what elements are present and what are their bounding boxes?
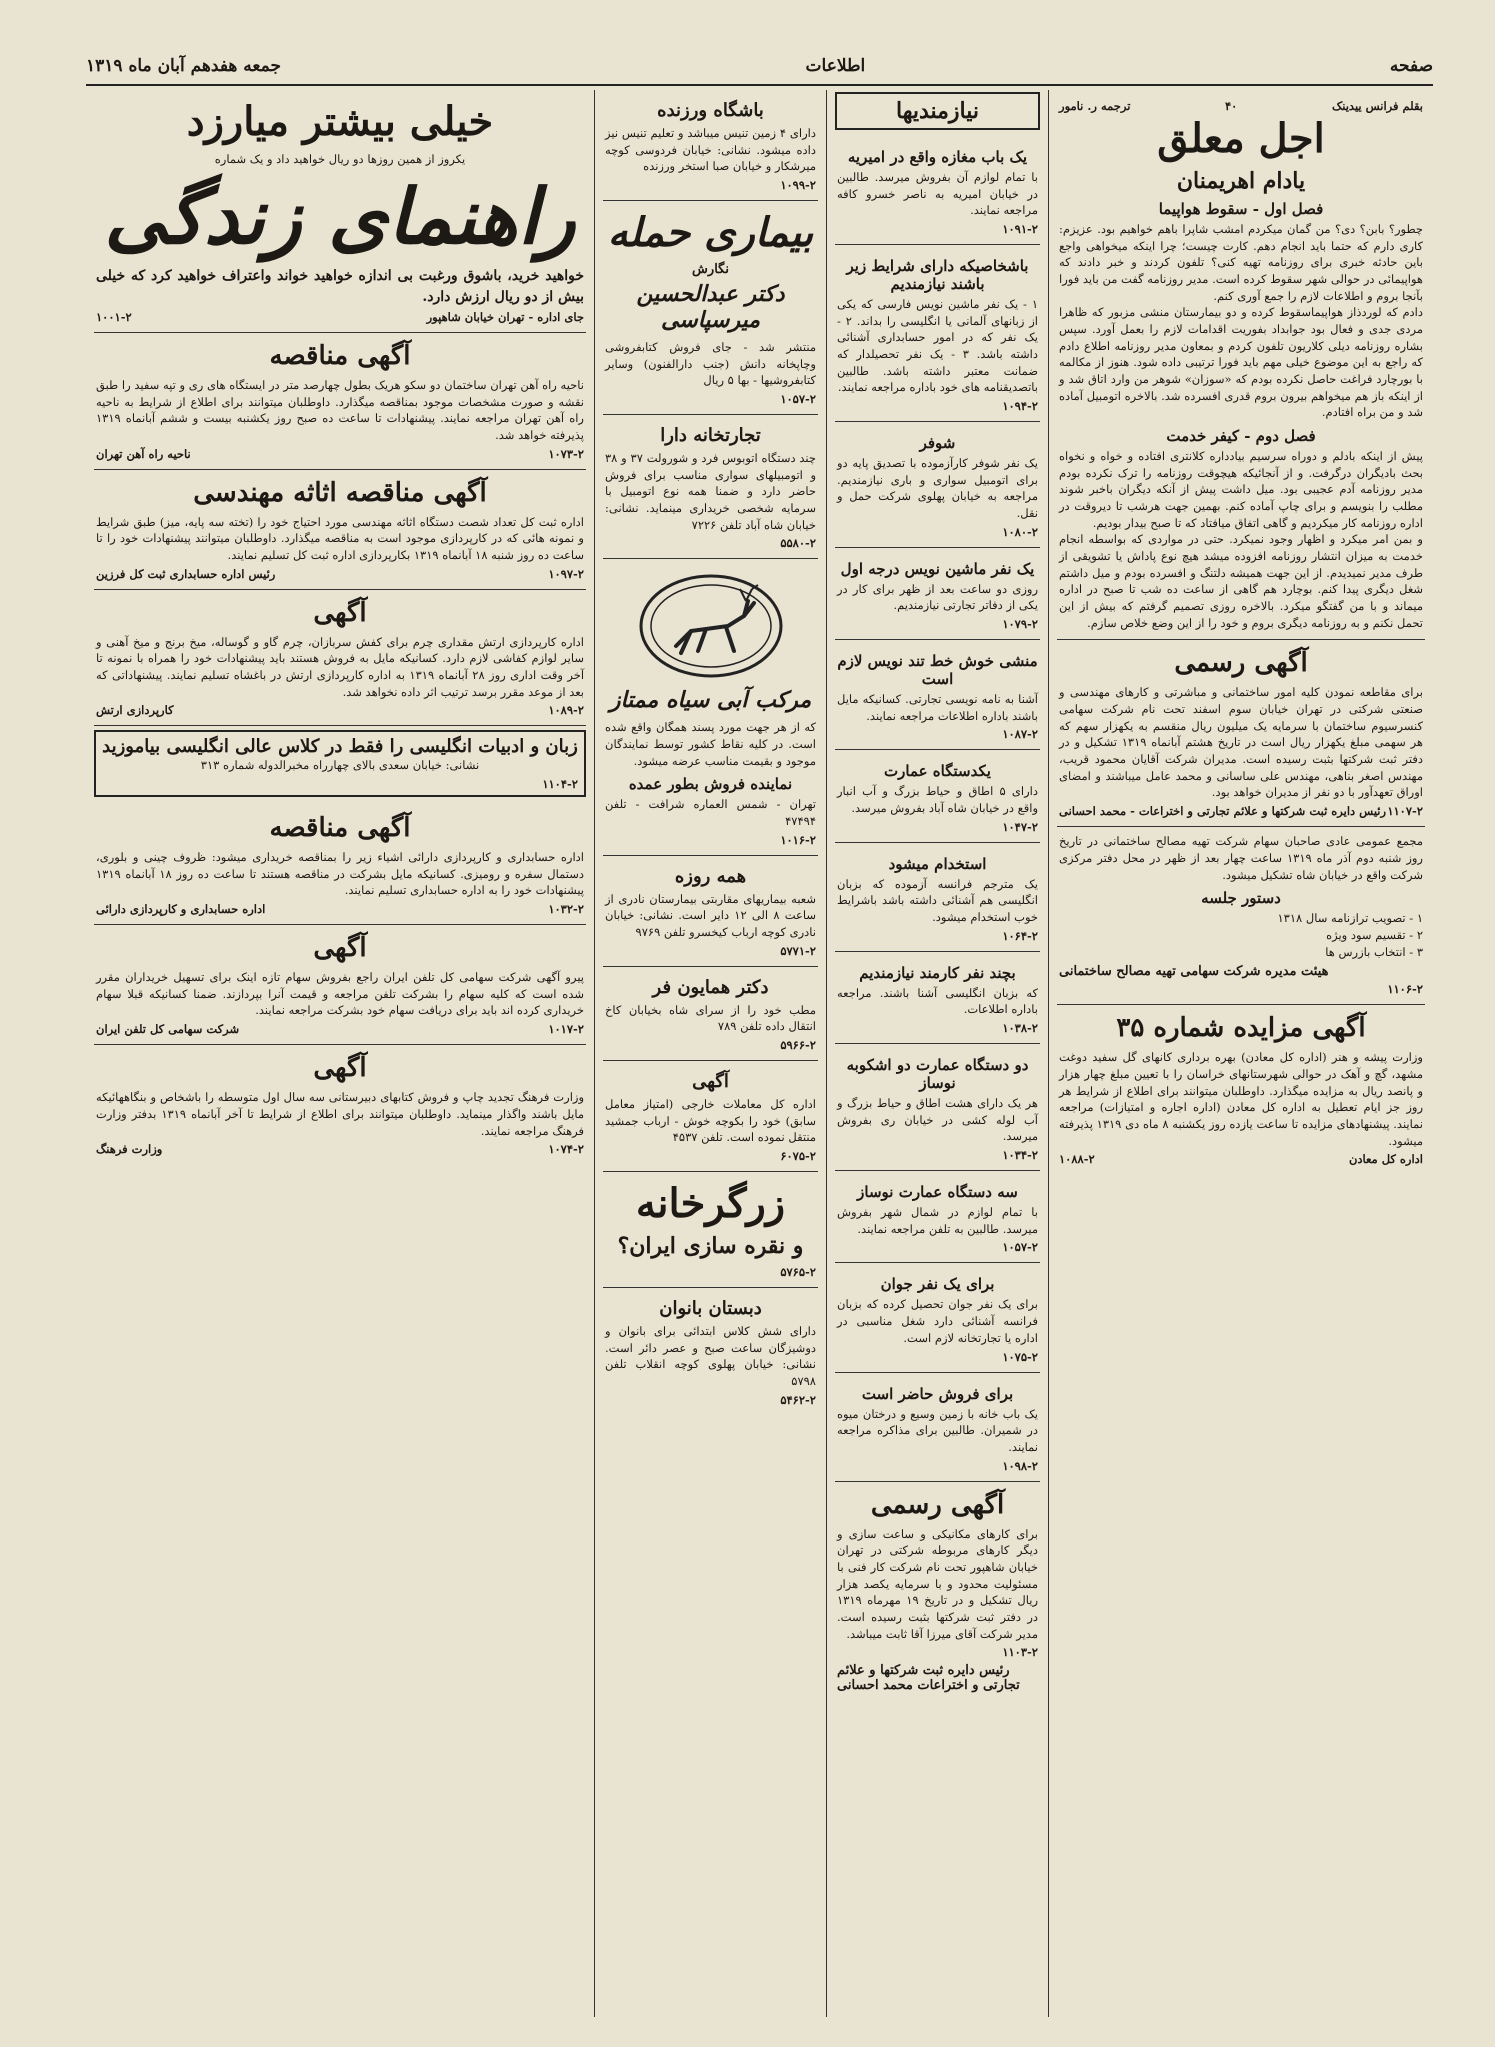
classified-code: ۱۰۵۷-۲ xyxy=(1002,1240,1038,1255)
doctor-body: مطب خود را از سرای شاه بخیابان کاخ انتقال داده تلفن ۷۸۹ xyxy=(605,1002,816,1034)
classified-body: ۱ - یک نفر ماشین نویس فارسی که یکی از زبانهای آلمانی یا انگلیسی را بداند. ۲ - یک نفر که در امور حسابداری آشنائی داشته باشد. ۳ - یک نفر تحصیلدار که ضمانت معتبر داشته باشد. طالبین باتصدیقنامه های خود باداره مراجعه نمایند. xyxy=(837,297,1038,395)
book-by: نگارش xyxy=(692,262,729,278)
notice-body: برای کارهای مکانیکی و ساعت سازی و دیگر کارهای مربوطه شرکتی در تهران خیابان شاهپور تحت نام شرکت کار فنی با مسئولیت محدود و با سرمایه یکصد هزار ریال تشکیل و در تاریخ ۱۹ مهرماه ۱۳۱۹ در دفتر ثبت شرکتها بثبت رسیده است. مدیر شرکت آقای میرزا آقا ثابت میباشد. xyxy=(837,1526,1038,1641)
tender-body: اداره حسابداری و کارپردازی دارائی اشیاء زیر را بمناقصه خریداری میشود: ظروف چینی و بلوری، دستمال سفره و رومیزی. کسانیکه مایل بشرکت در مناقصه هستند تا ساعت ده روز ۱۸ آبانماه ۱۳۱۹ پیشنهادات خود را به اداره حسابداری تسلیم نمایند. xyxy=(96,850,585,898)
auction-title: آگهی مزایده شماره ۳۵ xyxy=(1116,1013,1366,1044)
ink-caption: مرکب آبی سیاه ممتاز xyxy=(609,687,812,714)
official-notice-2 xyxy=(835,1482,1040,1702)
classified-body: آشنا به نامه نویسی تجارتی. کسانیکه مایل باشند باداره اطلاعات مراجعه نمایند. xyxy=(837,692,1038,723)
ink-code: ۱۰۱۶-۲ xyxy=(780,832,816,847)
ink-ad xyxy=(603,559,818,855)
classified-ad xyxy=(835,952,1040,1044)
serial-byline xyxy=(1059,99,1423,113)
tender-footer xyxy=(96,902,584,916)
tender-equipment xyxy=(94,470,586,590)
chapter-two-heading: فصل دوم - کیفر خدمت xyxy=(1166,427,1316,446)
classified-ad xyxy=(835,548,1040,640)
ink-agent-body: تهران - شمس العماره شرافت - تلفن ۴۷۴۹۴ xyxy=(605,797,816,829)
classified-code: ۱۰۸۰-۲ xyxy=(1002,524,1038,539)
classified-body: که بزبان انگلیسی آشنا باشند. مراجعه باداره اطلاعات. xyxy=(837,985,1038,1017)
agenda-title: دستور جلسه xyxy=(1201,889,1281,908)
agenda-item: ۱ - تصویب ترازنامه سال ۱۳۱۸ xyxy=(1277,911,1423,926)
culture-ad xyxy=(94,1045,586,1164)
doctor-code: ۵۹۶۶-۲ xyxy=(780,1038,816,1053)
culture-signature: وزارت فرهنگ xyxy=(96,1142,163,1157)
dara-body: چند دستگاه اتوبوس فرد و شورولت ۳۷ و ۳۸ و اتومبیلهای سواری مناسب برای فروش حاضر دارد و ضمنا همه نوع اتومبیل با سرمایه شخصی خریداری مینماید. نشانی: خیابان شاه آباد تلفن ۷۲۲۶ xyxy=(605,451,817,532)
column-tenders xyxy=(86,90,594,2017)
tender-title: آگهی مناقصه xyxy=(269,341,411,372)
classified-code: ۱۰۶۴-۲ xyxy=(1002,928,1038,943)
tender-finance xyxy=(94,805,586,925)
classified-ad xyxy=(835,1263,1040,1372)
magazine-desc: خواهید خرید، باشوق ورغبت بی اندازه خواهید خواند واعتراف خواهید کرد که خیلی بیش از دو ریال ارزش دارد. xyxy=(96,268,584,305)
hospital-code: ۵۷۷۱-۲ xyxy=(780,943,816,958)
meeting-body: مجمع عمومی عادی صاحبان سهام شرکت تهیه مصالح ساختمانی در تاریخ روز شنبه دوم آذر ماه ۱۳۱۹ ساعت چهار بعد از ظهر در محل دفتر مرکزی شرکت واقع در خیابان شاه تشکیل میشود. xyxy=(1059,834,1423,882)
dara-title: تجارتخانه دارا xyxy=(660,425,761,447)
classified-title: شوفر xyxy=(919,434,956,453)
ink-agent-title: نماینده فروش بطور عمده xyxy=(628,775,793,794)
notice-signature: رئیس دایره ثبت شرکتها و علائم تجارتی و اختراعات - محمد احسانی xyxy=(1059,804,1387,819)
auction-signature: اداره کل معادن xyxy=(1348,1152,1423,1167)
tender-footer xyxy=(96,567,584,581)
army-code: ۱۰۸۹-۲ xyxy=(548,703,584,718)
hospital-title: همه روزه xyxy=(674,865,747,887)
tender-body: اداره ثبت کل تعداد شصت دستگاه اثاثه مهندسی مورد احتیاج خود را (تخته سه پایه، میز) طبق شرایط و نمونه هائی که در کارپردازی موجود است به مناقصه میگذارد. داوطلبان میتوانند پیشنهادات خود را تا ساعت ده روز شنبه ۱۸ آبانماه ۱۳۱۹ بکارپردازی اداره ثبت کل تسلیم نمایند. xyxy=(96,514,584,563)
column-ads xyxy=(594,90,826,2017)
classified-ad xyxy=(835,1171,1040,1263)
classified-code: ۱۰۹۱-۲ xyxy=(1002,222,1038,237)
serial-title: اجل معلق xyxy=(1157,115,1325,162)
book-code: ۱۰۵۷-۲ xyxy=(780,392,816,407)
classified-title: سه دستگاه عمارت نوساز xyxy=(857,1183,1018,1202)
classified-body: روزی دو ساعت بعد از ظهر برای کار در یکی از دفاتر تجارتی نیازمندیم. xyxy=(837,581,1038,613)
classified-ad xyxy=(835,843,1040,952)
dara-code: ۵۵۸۰-۲ xyxy=(780,536,816,551)
serial-subtitle: یادام اهریمنان xyxy=(1176,168,1306,194)
translator: ترجمه ر. نامور xyxy=(1059,99,1131,113)
school-body: دارای شش کلاس ابتدائی برای بانوان و دوشیزگان ساعت صبح و عصر دائر است. نشانی: خیابان پهلوی کوچه انقلاب تلفن ۵۷۹۸ xyxy=(605,1324,816,1389)
army-signature: کارپردازی ارتش xyxy=(96,703,174,718)
gold-title: زرگرخانه xyxy=(635,1180,786,1228)
culture-footer xyxy=(96,1142,584,1156)
phone-ad xyxy=(94,925,586,1045)
classified-code: ۱۰۷۹-۲ xyxy=(1002,617,1038,632)
tender-title: آگهی مناقصه اثاثه مهندسی xyxy=(193,477,487,508)
notice-body: برای مقاطعه نمودن کلیه امور ساختمانی و مباشرتی و کارهای مهندسی و صنعتی شرکتی در تهران خیابان سوم اسفند تحت نام شرکت سهامی کنسرسیوم ساختمان با سرمایه یک میلیون ریال منقسم به یکهزار سهم که هر سهمی مبلغ یکهزار ریال است در تاریخ هشتم آبانماه ۱۳۱۹ تشکیل و در دفتر ثبت شرکتها بثبت رسیده است. مدیران شرکت آقایان محمود قریب، مهندس اصغر بناهی، مهندس علی ساسانی و محمد عامل میباشند و امضای اوراق تعهدآور با دو نفر از مدیران خواهد بود. xyxy=(1059,685,1423,800)
auction-code: ۱۰۸۸-۲ xyxy=(1059,1152,1095,1167)
army-footer xyxy=(96,703,584,717)
classified-ad xyxy=(835,422,1040,548)
phone-title: آگهی xyxy=(313,933,367,964)
classified-body: یک مترجم فرانسه آزموده که بزبان انگلیسی هم آشنائی داشته باشد باشرایط خوب استخدام میشود. xyxy=(837,876,1038,925)
notice-ad-body: اداره کل معاملات خارجی (امتیاز معامل سابق) خود را بکوچه خوش - ارباب جمشید منتقل نموده است. تلفن ۴۵۳۷ xyxy=(605,1097,816,1145)
tender-footer xyxy=(96,447,584,461)
serial-story xyxy=(1057,90,1425,640)
notice-footer xyxy=(1059,804,1423,818)
tender-body: ناحیه راه آهن تهران ساختمان دو سکو هریک بطول چهارصد متر در ایستگاه های ری و تپه سفید را طبق نقشه و صورت مشخصات موجود بمناقصه میگذارد. داوطلبان میتوانند برای اطلاع از شرایط به ناحیه راه آهن تهران مراجعه نمایند. پیشنهادات تا ساعت ده صبح روز یکشنبه بیست و ششم آبانماه ۱۳۱۹ پذیرفته خواهد شد. xyxy=(96,378,584,443)
gold-subtitle: و نقره سازی ایران؟ xyxy=(617,1233,804,1260)
doctor-ad xyxy=(603,967,818,1061)
phone-body: پیرو آگهی شرکت سهامی کل تلفن ایران راجع بفروش سهام تازه اینک برای تسهیل خریداران مقرر شده است که کلیه سهام را بشرکت تلفن مراجعه و قیمت آنرا بپردازند. ضمنا کسانیکه قبلا سهام خریداری کرده اند باید برای دریافت سهام خود بشرکت مراجعه نمایند. xyxy=(96,970,584,1018)
auction-footer xyxy=(1059,1152,1423,1166)
classified-body: یک باب خانه با زمین وسیع و درختان میوه در شمیران. طالبین برای مذاکره مراجعه نمایند. xyxy=(837,1406,1038,1454)
dara-ad xyxy=(603,415,818,559)
tender-signature: اداره حسابداری و کارپردازی دارائی xyxy=(96,902,266,917)
english-class-banner xyxy=(94,730,586,797)
classified-ad xyxy=(835,1044,1040,1171)
column-classifieds xyxy=(826,90,1048,2017)
culture-body: وزارت فرهنگ تجدید چاپ و فروش کتابهای دبیرستانی سه سال اول متوسطه را باشخاص و بنگاههائیکه مایل باشند واگذار مینماید. داوطلبان میتوانند برای اطلاع از شرایط تا آخر آبانماه ۱۳۱۹ بدفتر وزارت فرهنگ مراجعه نمایند. xyxy=(96,1090,584,1138)
classified-title: منشی خوش خط تند نویس لازم است xyxy=(837,652,1038,689)
classified-body: با تمام لوازم آن بفروش میرسد. طالبین در خیابان امیریه به ناصر خسرو کافه مراجعه نمایند. xyxy=(837,170,1038,218)
club-body: دارای ۴ زمین تنیس میباشد و تعلیم تنیس نیز داده میشود. نشانی: خیابان فردوسی کوچه میرشکار و خیابان صبا استخر ورزنده xyxy=(605,126,816,174)
classified-code: ۱۰۸۷-۲ xyxy=(1002,727,1038,742)
banner-body: نشانی: خیابان سعدی بالای چهارراه مخبرالدوله شماره ۳۱۳ xyxy=(200,758,480,773)
tender-code: ۱۰۷۳-۲ xyxy=(548,446,584,461)
gold-code: ۵۷۶۵-۲ xyxy=(780,1265,816,1280)
meeting-signature: هیئت مدیره شرکت سهامی تهیه مصالح ساختمانی xyxy=(1059,964,1329,980)
serial-paragraph: دادم که لوردذاز هواپیماسقوط کرده و دو بیمارستان منشی مزبور که ظاهرا مردی جدی و فعال بود جوابداد بفوریت اقدامات لازم را بعمل آورد. سپس بشاره روزنامه دیلی کلاریون تلفون کردم و بمعاون مدیر روزنامه اطلاع دادم که راجع به این موضوع خیلی مهم باید فورا ترتیبی داده شود. هنوز از مکالمه با بورچارد فراغت حاصل نکرده بودم که «سوزان» شوهر من وارد اتاق شد و از اینکه باز هم میخواهم بیرون بروم قدری افسرده شد. بالاخره اتومبیل آماده شد و من براه افتادم. xyxy=(1059,305,1423,420)
army-body: اداره کارپردازی ارتش مقداری چرم برای کفش سربازان، چرم گاو و گوساله، میخ برنج و میخ آهنی و سایر لوازم کفاشی لازم دارد. کسانیکه مایل به فروش هستند باید پیشنهادات خود را همراه با نمونه تا آخر وقت اداری روز ۲۸ آبانماه ۱۳۱۹ به اداره کارپردازی ارتش در باغشاه تسلیم نمایند. پیشنهاداتی که بعد از موعد مقرر برسد ترتیب اثر داده نخواهد شد. xyxy=(96,634,585,699)
classified-ad xyxy=(835,640,1040,750)
classifieds-list xyxy=(835,136,1040,1482)
classified-title: یکدستگاه عمارت xyxy=(884,762,991,781)
running-header xyxy=(86,52,1433,86)
classified-title: بچند نفر کارمند نیازمندیم xyxy=(859,963,1016,982)
notice-code: ۱۱۰۷-۲ xyxy=(1387,804,1423,819)
paper-name: اطلاعات xyxy=(805,56,866,76)
club-title: باشگاه ورزنده xyxy=(657,100,764,121)
classified-ad xyxy=(835,750,1040,842)
notice-title: آگهی رسمی xyxy=(870,1489,1005,1520)
agenda-item: ۲ - تقسیم سود ویژه xyxy=(1326,927,1423,942)
serial-paragraph: چطور؟ بابن؟ دی؟ من گمان میکردم امشب شاپرا باهم خواهیم بود. عزیزم: کاری دارم که حتما باید انجام دهم. کارت چیست؛ چرا اینکه میخواهی واجع باین حادثه خبری برای روزنامه تهیه کنی؟ تلفون کردند و خبر دادند که هواپیمائی در حوالی شهر سقوط کرده است. مدیر روزنامه گفت من باید فورا بآنجا بروم و اطلاعات لازم را جمع آوری کنم. xyxy=(1059,222,1423,303)
gold-ad xyxy=(603,1172,818,1288)
culture-code: ۱۰۷۴-۲ xyxy=(548,1142,584,1157)
classified-code: ۱۰۳۴-۲ xyxy=(1002,1148,1038,1163)
classified-code: ۱۰۷۵-۲ xyxy=(1002,1349,1038,1364)
classified-code: ۱۰۴۷-۲ xyxy=(1002,819,1038,834)
serial-paragraph: پیش از اینکه بادلم و دوراه سرسیم بیادداره کلانتری افتاده و خواه و نخواه بحث بادیگران درگرفت. و از آنجائیکه هیچوقت روزنامه را ترک نکرده بودم مدیر روزنامه آدم عجیبی بود. میل داشت پیش از آنکه دیگران باخبر شوند مطلب را بنویسم و برای چاپ آماده کنم. بهمین جهت هرشب تا دیروقت در اداره روزنامه کار میکردیم و گاهی اتفاق میافتاد که تا صبح بیدار بودیم. xyxy=(1059,449,1423,530)
tender-signature: ناحیه راه آهن تهران xyxy=(96,446,191,461)
magazine-headline: خیلی بیشتر میارزد xyxy=(186,98,494,145)
meeting-notice xyxy=(1057,827,1425,1005)
book-author: دکتر عبدالحسین میرسپاسی xyxy=(636,281,785,334)
army-title: آگهی xyxy=(313,597,367,628)
culture-title: آگهی xyxy=(313,1053,367,1084)
classified-body: دارای ۵ اطاق و حیاط بزرگ و آب انبار واقع در خیابان شاه آباد بفروش میرسد. xyxy=(837,784,1038,816)
hospital-body: شعبه بیماریهای مقاربتی بیمارستان نادری از ساعت ۸ الی ۱۲ دایر است. نشانی: خیابان نادری کوچه ارباب کیخسرو تلفن ۹۷۶۹ xyxy=(605,891,816,940)
classified-code: ۱۰۹۸-۲ xyxy=(1002,1458,1038,1473)
classified-title: برای فروش حاضر است xyxy=(861,1384,1014,1403)
tender-code: ۱۰۹۷-۲ xyxy=(548,566,584,581)
page-label: صفحه xyxy=(1389,56,1433,76)
episode-number: ۴۰ xyxy=(1225,99,1238,113)
tender-railway xyxy=(94,333,586,470)
auction-body: وزارت پیشه و هنر (اداره کل معادن) بهره برداری کانهای گل سفید دوغت مشهد، گچ و آهک در حوالی شهرستانهای خراسان را با تعیین مبلغ چهار هزار و پانصد ریال به مزایده میگذارد. داوطلبان میتوانند برای اطلاع از شرایط هر روز جز ایام تعطیل به اداره کل معادن (اداره اجاره و امتیازات) مراجعه نمایند. پیشنهادهای مزایده تا ساعت یازده روز یکشنبه ۸ ماه دی ۱۳۱۹ پذیرفته میشود. xyxy=(1059,1050,1423,1148)
magazine-code: ۱۰۰۱-۲ xyxy=(96,310,132,325)
book-ad xyxy=(603,201,818,415)
deer-logo-icon xyxy=(636,571,786,681)
chapter-one-heading: فصل اول - سقوط هواپیما xyxy=(1158,200,1324,218)
meeting-code: ۱۱۰۶-۲ xyxy=(1387,982,1423,997)
book-title: بیماری حمله xyxy=(607,209,814,257)
classifieds-header: نیازمندیها xyxy=(835,92,1040,130)
magazine-subline: یکروز از همین روزها دو ریال خواهید داد و یک شماره xyxy=(214,152,466,166)
classified-body: با تمام لوازم در شمال شهر بفروش میرسد. طالبین به تلفن مراجعه نمایند. xyxy=(837,1205,1038,1236)
doctor-title: دکتر همایون فر xyxy=(652,976,769,998)
columns xyxy=(86,90,1433,2017)
classified-body: یک نفر شوفر کارآزموده با تصدیق پایه دو برای اتومبیل سواری و باری نیازمندیم. مراجعه به خیابان پهلوی شرکت حمل و نقل. xyxy=(837,456,1038,521)
issue-date: جمعه هفدهم آبان ماه ۱۳۱۹ xyxy=(86,56,281,76)
classified-body: برای یک نفر جوان تحصیل کرده که بزبان فرانسه آشنائی دارد شغل مناسبی در اداره یا تجارتخانه لازم است. xyxy=(837,1297,1038,1345)
agenda-item: ۳ - انتخاب بازرس ها xyxy=(1325,944,1423,959)
hospital-ad xyxy=(603,856,818,967)
magazine-address: جای اداره - تهران خیابان شاهپور xyxy=(426,310,584,325)
classified-title: باشخاصیکه دارای شرایط زیر باشند نیازمندیم xyxy=(846,257,1029,294)
author: بقلم فرانس ییدینک xyxy=(1331,99,1423,113)
classified-title: استخدام میشود xyxy=(888,854,987,873)
school-code: ۵۴۶۲-۲ xyxy=(780,1392,816,1407)
serial-paragraph: و بمن امر میکرد و اظهار وجود نمیکرد. حتی در مواردی که بواسطه انجام خدمت به میزان انتشار روزنامه افزوده میشد هیچ نوع پاداش یا تشویقی از طرف مدیر نمیدیدم. از این جهت همیشه دلتنگ و افسرده بودم و میل داشتم شغل دیگری پیدا کنم. بوچارد هم گاهی از ساعت ده شب تا صبح در اداره میماند و با من گفتگو میکرد. بالاخره روزی تصمیم گرفتم که بیش از این تحمل نکنم و به روزنامه دیگری بروم و خود را از این وضع خلاص سازم. xyxy=(1059,532,1423,630)
notice-code: ۱۱۰۳-۲ xyxy=(1002,1645,1038,1660)
magazine-footer xyxy=(96,310,584,324)
banner-code: ۱۱۰۴-۲ xyxy=(542,777,578,792)
official-notice xyxy=(1057,640,1425,827)
tender-title: آگهی مناقصه xyxy=(269,813,411,844)
army-ad xyxy=(94,590,586,727)
notice-signature: رئیس دایره ثبت شرکتها و علائم تجارتی و اختراعات محمد احسانی xyxy=(837,1663,1020,1694)
classified-code: ۱۰۹۴-۲ xyxy=(1002,399,1038,414)
club-code: ۱۰۹۹-۲ xyxy=(780,178,816,193)
column-serial xyxy=(1048,90,1433,2017)
school-title: دبستان بانوان xyxy=(659,1298,762,1320)
club-ad xyxy=(603,90,818,201)
classified-ad xyxy=(835,245,1040,422)
ink-body: که از هر جهت مورد پسند همگان واقع شده است. در کلیه نقاط کشور توسط نمایندگان موجود و بقیمت مناسب عرضه میشود. xyxy=(605,720,816,768)
classified-ad xyxy=(835,1373,1040,1482)
tender-signature: رئیس اداره حسابداری ثبت کل فرزین xyxy=(96,566,276,581)
classified-title: یک باب مغازه واقع در امیریه xyxy=(847,148,1028,166)
phone-code: ۱۰۱۷-۲ xyxy=(548,1022,584,1037)
classified-code: ۱۰۳۸-۲ xyxy=(1002,1021,1038,1036)
phone-signature: شرکت سهامی کل تلفن ایران xyxy=(96,1022,240,1037)
banner-title: زبان و ادبیات انگلیسی را فقط در کلاس عالی انگلیسی بیاموزید xyxy=(102,736,578,758)
classified-body: هر یک دارای هشت اطاق و حیاط بزرگ و آب لوله کشی در خیابان ری بفروش میرسد. xyxy=(837,1096,1038,1144)
notice-ad-code: ۶۰۷۵-۲ xyxy=(780,1149,816,1164)
magazine-ad xyxy=(94,90,586,333)
tender-code: ۱۰۳۲-۲ xyxy=(548,902,584,917)
school-ad xyxy=(603,1288,818,1415)
auction-notice xyxy=(1057,1005,1425,1174)
notice-ad-title: آگهی xyxy=(692,1071,729,1093)
classified-title: برای یک نفر جوان xyxy=(880,1275,995,1294)
classified-title: یک نفر ماشین نویس درجه اول xyxy=(840,559,1035,578)
notice-ad xyxy=(603,1061,818,1172)
book-body: منتشر شد - جای فروش کتابفروشی وچاپخانه دانش (جنب دارالفنون) وسایر کتابفروشیها - بها ۵ ریال xyxy=(605,340,816,388)
notice-title: آگهی رسمی xyxy=(1174,648,1308,679)
classified-title: دو دستگاه عمارت دو اشکوبه نوساز xyxy=(846,1056,1029,1093)
magazine-title: راهنمای زندگی xyxy=(104,171,576,261)
classified-ad xyxy=(835,136,1040,245)
phone-footer xyxy=(96,1022,584,1036)
